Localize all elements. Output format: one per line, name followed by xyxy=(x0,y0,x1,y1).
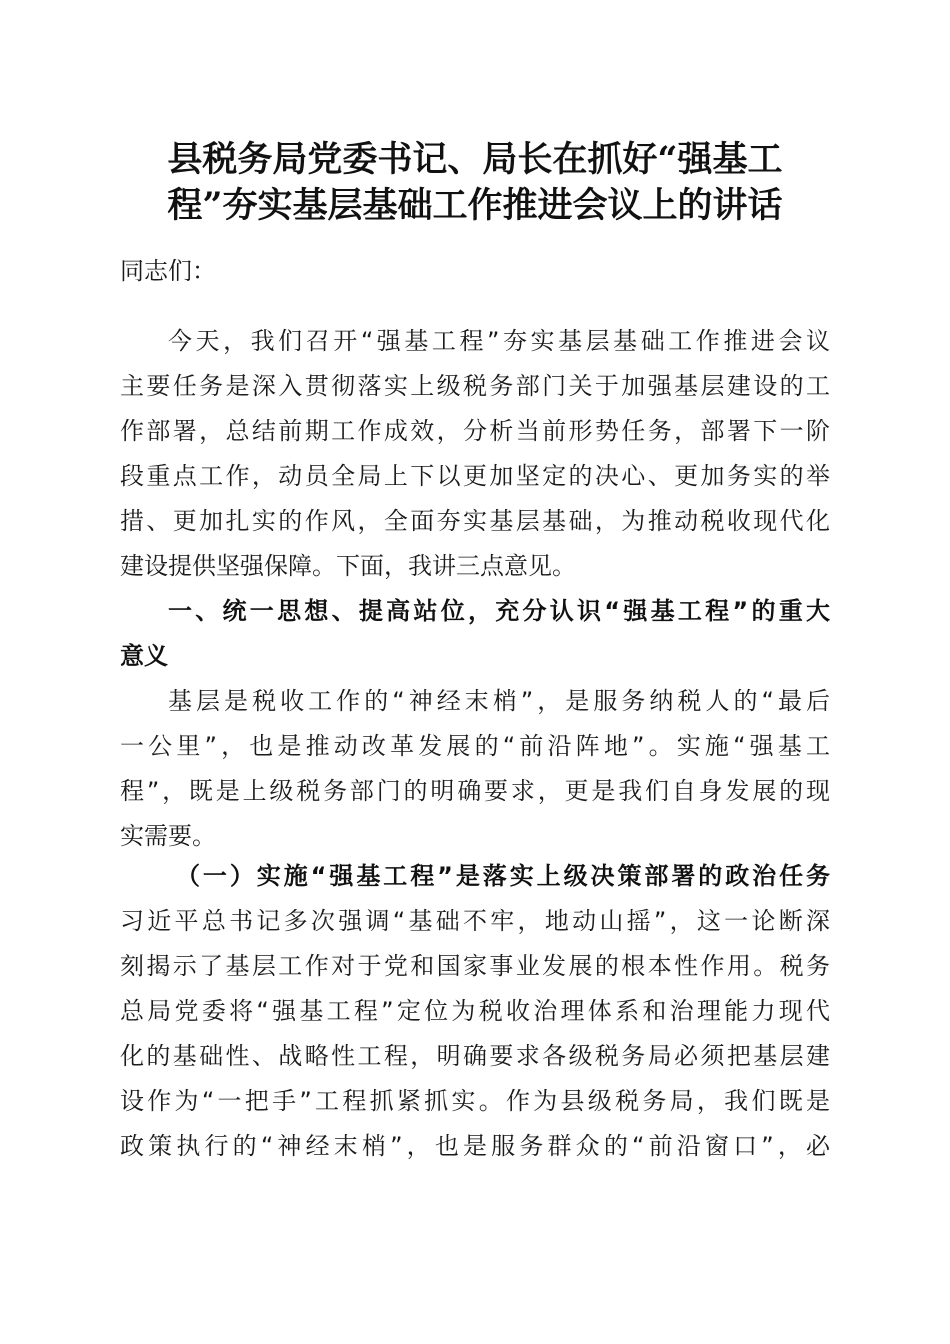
paragraph-2-line: 实需要。 xyxy=(120,822,216,850)
paragraph-3-line: 化的基础性、战略性工程，明确要求各级税务局必须把基层建 xyxy=(120,1042,830,1070)
paragraph-3-line: 习近平总书记多次强调“基础不牢，地动山摇”，这一论断深 xyxy=(120,907,830,935)
salutation: 同志们： xyxy=(120,257,216,285)
subsection-heading-1: （一）实施“强基工程”是落实上级决策部署的政治任务 xyxy=(176,862,830,890)
paragraph-1-line: 建设提供坚强保障。下面，我讲三点意见。 xyxy=(120,552,576,580)
paragraph-3-line: 刻揭示了基层工作对于党和国家事业发展的根本性作用。税务 xyxy=(120,952,830,980)
paragraph-1-line: 段重点工作，动员全局上下以更加坚定的决心、更加务实的举 xyxy=(120,462,830,490)
paragraph-2-line: 一公里”，也是推动改革发展的“前沿阵地”。实施“强基工 xyxy=(120,732,830,760)
paragraph-1-line: 作部署，总结前期工作成效，分析当前形势任务，部署下一阶 xyxy=(120,417,830,445)
paragraph-3-line: 设作为“一把手”工程抓紧抓实。作为县级税务局，我们既是 xyxy=(120,1087,830,1115)
paragraph-3-line: 政策执行的“神经末梢”，也是服务群众的“前沿窗口”，必 xyxy=(120,1132,830,1160)
paragraph-1-line: 今天，我们召开“强基工程”夯实基层基础工作推进会议 xyxy=(168,327,830,355)
section-heading-1-line: 意义 xyxy=(120,642,168,670)
paragraph-1-line: 措、更加扎实的作风，全面夯实基层基础，为推动税收现代化 xyxy=(120,507,830,535)
paragraph-1-line: 主要任务是深入贯彻落实上级税务部门关于加强基层建设的工 xyxy=(120,372,830,400)
paragraph-3-line: 总局党委将“强基工程”定位为税收治理体系和治理能力现代 xyxy=(120,997,830,1025)
paragraph-2-line: 程”，既是上级税务部门的明确要求，更是我们自身发展的现 xyxy=(120,777,830,805)
document-title-line-2: 程”夯实基层基础工作推进会议上的讲话 xyxy=(167,185,783,226)
paragraph-2-line: 基层是税收工作的“神经末梢”，是服务纳税人的“最后 xyxy=(168,687,830,715)
section-heading-1-line: 一、统一思想、提高站位，充分认识“强基工程”的重大 xyxy=(168,597,830,625)
document-title-line-1: 县税务局党委书记、局长在抓好“强基工 xyxy=(167,139,783,180)
